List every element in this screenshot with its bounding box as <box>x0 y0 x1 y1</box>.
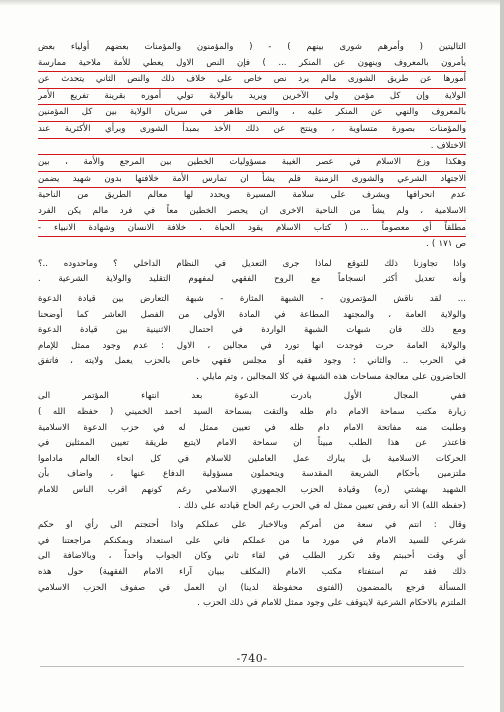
text-line: التاليتين ( وأمرهم شورى بينهم ) - ( والمؤمنون والمؤمنات بعضهم أولياء بعض <box>38 42 466 52</box>
scan-right-shadow <box>500 0 504 712</box>
text-line: واذا تجاوزنا ذلك للتوقع لماذا جرى التعديل في النظام الداخلي ؟ وماحدوده ..؟ <box>38 258 466 269</box>
page-body <box>38 40 466 612</box>
text-line: ملتزمين بأحكام الشريعة المقدسة ويتحملون مسؤولية الدفاع عنها ، واضاف بأن <box>38 469 466 480</box>
text-line: الملتزم بالاحكام الشرعية لايتوقف على وجود ممثل للامام في ذلك الحزب . <box>197 598 466 609</box>
underlined-text-line: والمؤمنات بصورة متساوية ، وينتج عن ذلك الأخذ بمبدأ الشورى وبرأي الأكثرية عند <box>38 122 466 139</box>
text-line: ففي المجال الأول بادرت الدعوة بعد انتهاء المؤتمر الى <box>38 391 466 402</box>
text-line: الحاضرون على معالجة مساحات هذه الشبهة في كلا المجالين ، وتم مايلي . <box>196 371 466 382</box>
text-line: وطلبت منه مفاتحة الامام دام ظله في تعيين ممثل له في حزب الدعوة الاسلامية <box>38 422 466 433</box>
text-line: في الحرب .. والثاني : وجود فقيه أو مجلس فقهي خاص بالحزب يعمل ولايته ، فاتفق <box>38 356 466 367</box>
underlined-text-line: الاختلاف . <box>38 139 466 156</box>
scan-top-shadow <box>0 0 504 6</box>
citation-line: ص ١٧١ ) . <box>425 239 466 250</box>
underlined-text-line: بالمعروف والنهي عن المنكر عليه ، والنص ظاهر في سريان الولاية بين كل المؤمنين <box>38 105 466 122</box>
text-line: فاعتذر عن هذا الطلب مبيناً ان سماحة الامام لايتبع طريقة تعيين الممثلين في <box>38 438 466 449</box>
underlined-text-line: أمورها عن طريق الشورى مالم يرد نص خاص على خلاف ذلك والنص الثاني يتحدث عن <box>38 72 466 89</box>
text-line: ... لقد ناقش المؤتمرون - الشبهة المثارة - شبهة التعارض بين قيادة الدعوة <box>38 293 466 304</box>
text-line: أي وقت أحببتم وقد تكرر الطلب في لقاء ثاني وكان الجواب واحداً ، وبالاضافة الى <box>38 551 466 562</box>
text-line: زيارة مكتب سماحة الامام دام ظله والتقت بسماحة السيد احمد الخميني ( حفظه الله ) <box>38 407 466 418</box>
underlined-text-line: وهكذا وزع الاسلام في عصر الغيبة مسؤوليات الخطين بين المرجع والأمة ، بين <box>38 155 466 172</box>
page-number-rule <box>40 666 464 667</box>
text-line: الشهيد بهشتي (ره) وقيادة الحزب الجمهوري الاسلامي رغم كونهم اقرب الناس للامام <box>38 485 466 496</box>
page-number: -740- <box>236 652 268 665</box>
text-line: وأنه تعديل أكثر انسجاماً مع الروح الفقهي لمفهوم التقليد والولاية الشرعية . <box>38 274 466 285</box>
text-line: (حفظه الله) الا أنه رفض تعيين ممثل له في الحزب رغم الحاح قيادته على ذلك . <box>177 500 466 511</box>
text-line: المسألة فرجع بالمضمون (الفتوى محفوظة لدينا) ان العمل في صفوف الحزب الاسلامي <box>38 582 466 593</box>
text-line: الحركات الاسلامية بل يبارك عمل العاملين للاسلام في كل انحاء العالم ماداموا <box>38 453 466 464</box>
text-line: وقال : انتم في سعة من أمركم وبالاخبار على عملكم واذا أحتجتم الى رأي او حكم <box>38 520 466 531</box>
underlined-text-line: الاجتهاد الشرعي والشورى الزمنية فلم يشأ ان تمارس الأمة خلافتها بدون شهيد يضمن <box>38 172 466 189</box>
text-line: شرعي للسيد الامام في مورد ما من عملكم فاني على استعداد وبمكنكم مراجعتنا في <box>38 535 466 546</box>
underlined-text-line: الولاية وإن كل مؤمن ولي الآخرين ويريد بالولاية تولي أموره بقرينة تفريع الأمر <box>38 89 466 106</box>
text-line: ذلك فقد تم استفتاء مكتب الامام (المكلف ببيان آراء الامام الفقهية) حول هذه <box>38 567 466 577</box>
text-line: ومع ذلك فان شبهات الشبهة الواردة في احتمال الاثنينية بين قيادة الدعوة <box>38 325 466 336</box>
text-line: والولاية العامة ، والمجتهد المطاعة في المادة الأولى من الفصل العاشر كما أوضحنا <box>38 309 466 320</box>
underlined-text-line: مطلقاً أي معصوماً ... ( كتاب الاسلام يقود الحياة ، خلافة الانسان وشهادة الانبياء - <box>38 221 466 238</box>
underlined-text-line: يأمرون بالمعروف وينهون عن المنكر ... ) فإن النص الاول يعطي للأمة ملاحية ممارسة <box>38 56 466 73</box>
underlined-text-line: الاسلامية ، ولم يشأ من الناحية الاخرى ان يحصر الخطين معاً في فرد مالم يكن الفرد <box>38 204 466 221</box>
text-line: والولاية العامة حرت فوجدت انها تورد في مجالين ، الاول : عدم وجود ممثل للإمام <box>38 340 466 351</box>
text-line: عدم انحرافها ويشرف على سلامة المسيرة ويحدد لها معالم الطريق من الناحية <box>38 190 466 201</box>
